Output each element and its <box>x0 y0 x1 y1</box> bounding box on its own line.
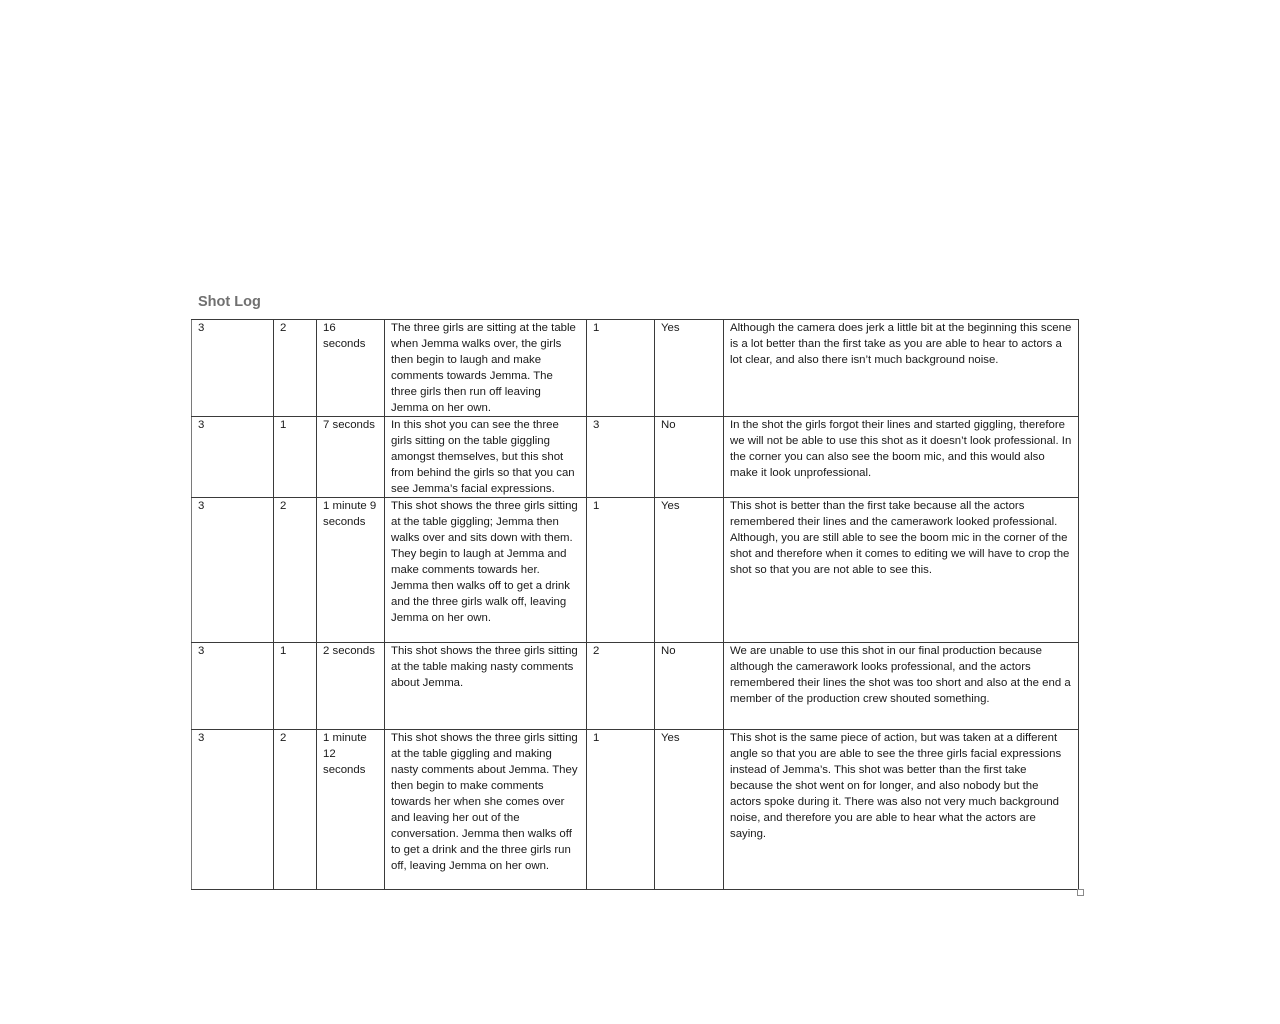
shot-log-table <box>191 319 1079 890</box>
duration-cell[interactable]: 7 seconds <box>317 417 385 498</box>
duration-cell[interactable]: 16 seconds <box>317 320 385 417</box>
shot-cell[interactable]: 2 <box>274 320 317 417</box>
duration-cell[interactable]: 2 seconds <box>317 643 385 730</box>
table-row <box>192 643 1079 730</box>
scene-cell[interactable]: 3 <box>192 417 274 498</box>
take-cell[interactable]: 1 <box>587 730 655 890</box>
scene-cell[interactable]: 3 <box>192 498 274 643</box>
take-cell[interactable]: 1 <box>587 498 655 643</box>
scene-cell[interactable]: 3 <box>192 643 274 730</box>
scene-cell[interactable]: 3 <box>192 320 274 417</box>
shot-cell[interactable]: 1 <box>274 417 317 498</box>
description-cell[interactable]: The three girls are sitting at the table when Jemma walks over, the girls then begin to laugh and make comments towards Jemma. The three girls then run off leaving Jemma on her own. <box>385 320 587 417</box>
description-cell[interactable]: This shot shows the three girls sitting at the table making nasty comments about Jemma. <box>385 643 587 730</box>
comments-cell[interactable]: This shot is better than the first take because all the actors remembered their lines and the camerawork looked professional. Although, you are still able to see the boom mic in the corner of the shot and therefore when it comes to editing we will have to crop the shot so that you are not able to see this. <box>724 498 1079 643</box>
shot-cell[interactable]: 2 <box>274 730 317 890</box>
comments-cell[interactable]: This shot is the same piece of action, but was taken at a different angle so that you are able to see the three girls facial expressions instead of Jemma’s. This shot was better than the first take because the shot went on for longer, and also nobody but the actors spoke during it. There was also not very much background noise, and therefore you are able to hear what the actors are saying. <box>724 730 1079 890</box>
shot-cell[interactable]: 2 <box>274 498 317 643</box>
comments-cell[interactable]: We are unable to use this shot in our final production because although the camerawork looks professional, and the actors remembered their lines the shot was too short and also at the end a member of the production crew shouted something. <box>724 643 1079 730</box>
comments-cell[interactable]: Although the camera does jerk a little bit at the beginning this scene is a lot better than the first take as you are able to hear to actors a lot clear, and also there isn’t much background noise. <box>724 320 1079 417</box>
table-resize-handle[interactable] <box>1077 889 1084 896</box>
take-cell[interactable]: 3 <box>587 417 655 498</box>
table-row <box>192 730 1079 890</box>
take-cell[interactable]: 1 <box>587 320 655 417</box>
description-cell[interactable]: In this shot you can see the three girls sitting on the table giggling amongst themselves, but this shot from behind the girls so that you can see Jemma’s facial expressions. <box>385 417 587 498</box>
document-title: Shot Log <box>198 294 261 310</box>
usable-cell[interactable]: Yes <box>655 498 724 643</box>
description-cell[interactable]: This shot shows the three girls sitting at the table giggling; Jemma then walks over and sits down with them. They begin to laugh at Jemma and make comments towards her. Jemma then walks off to get a drink and the three girls walk off, leaving Jemma on her own. <box>385 498 587 643</box>
usable-cell[interactable]: Yes <box>655 320 724 417</box>
description-cell[interactable]: This shot shows the three girls sitting at the table giggling and making nasty comments about Jemma. They then begin to make comments towards her when she comes over and leaving her out of the conversation. Jemma then walks off to get a drink and the three girls run off, leaving Jemma on her own. <box>385 730 587 890</box>
shot-cell[interactable]: 1 <box>274 643 317 730</box>
duration-cell[interactable]: 1 minute 12 seconds <box>317 730 385 890</box>
scene-cell[interactable]: 3 <box>192 730 274 890</box>
usable-cell[interactable]: No <box>655 417 724 498</box>
table-row <box>192 320 1079 417</box>
table-row <box>192 417 1079 498</box>
duration-cell[interactable]: 1 minute 9 seconds <box>317 498 385 643</box>
usable-cell[interactable]: Yes <box>655 730 724 890</box>
usable-cell[interactable]: No <box>655 643 724 730</box>
table-row <box>192 498 1079 643</box>
comments-cell[interactable]: In the shot the girls forgot their lines and started giggling, therefore we will not be able to use this shot as it doesn’t look professional. In the corner you can also see the boom mic, and this would also make it look unprofessional. <box>724 417 1079 498</box>
take-cell[interactable]: 2 <box>587 643 655 730</box>
